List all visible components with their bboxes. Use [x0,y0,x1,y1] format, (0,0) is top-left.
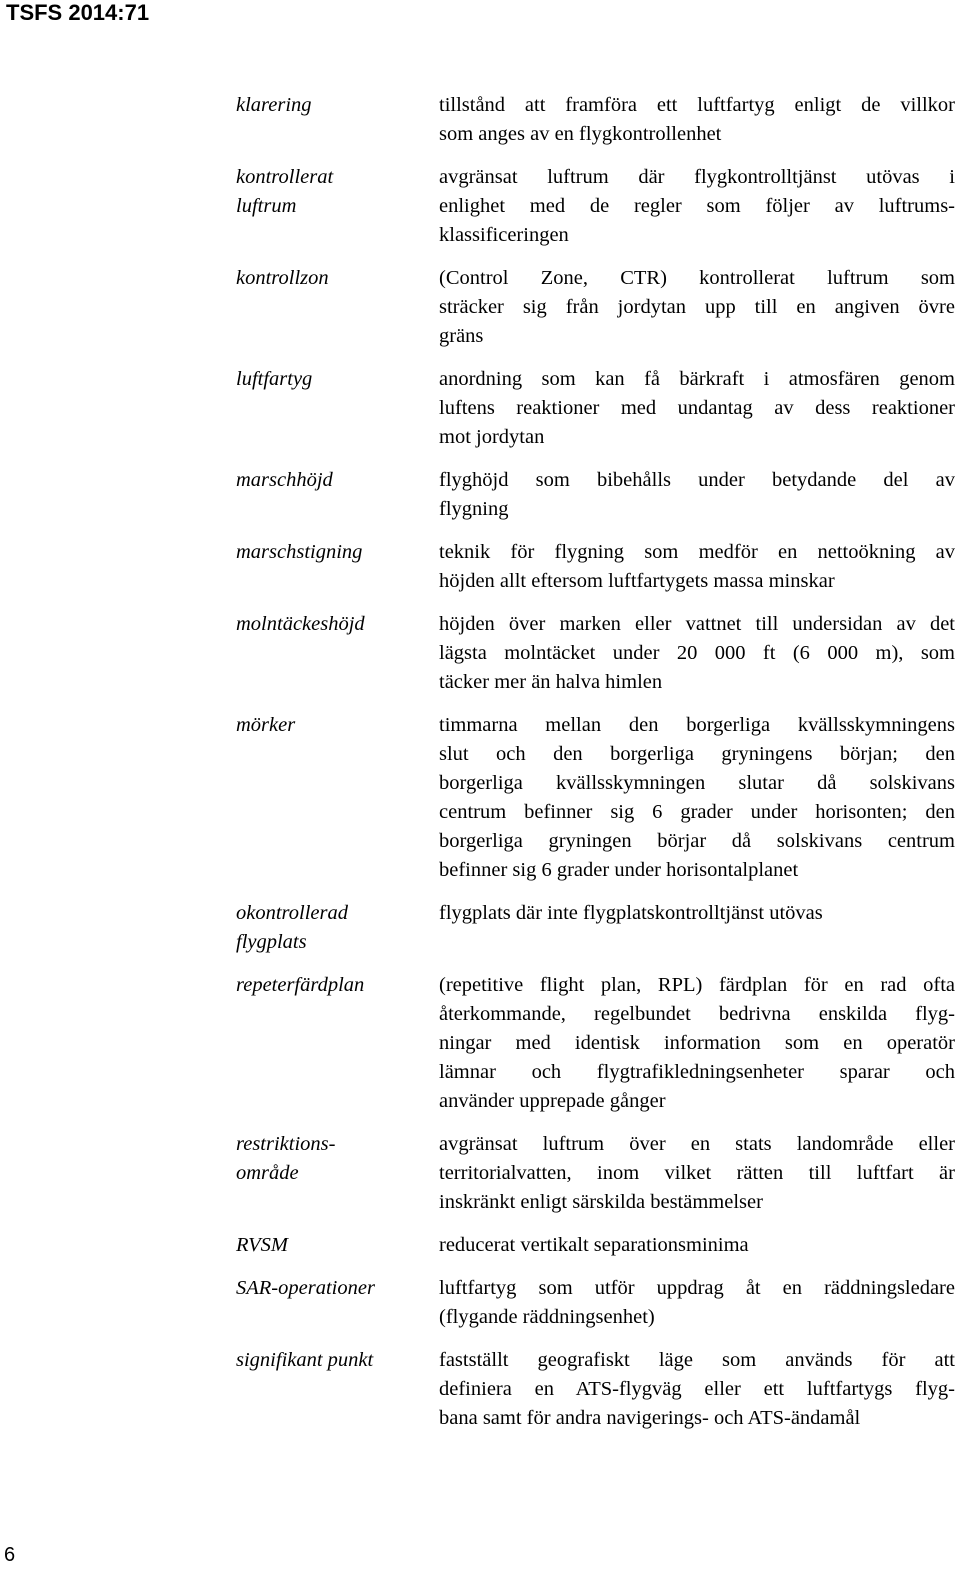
document-header: TSFS 2014:71 [6,0,150,25]
glossary-term [236,264,439,293]
definition-line: (Control Zone, CTR) kontrollerat luftrum som [439,267,955,289]
definition-line: enlighet med de regler som följer av luftrums- [439,195,955,217]
glossary-term [236,163,439,221]
glossary-term [236,1130,439,1188]
term-line: luftfartyg [236,368,313,390]
glossary-definition [439,264,955,351]
glossary-term [236,711,439,740]
definition-line: borgerliga gryningen börjar då solskivans centrum [439,830,955,852]
term-line: marschstigning [236,541,363,563]
glossary-definition [439,899,955,928]
glossary-entry [236,1346,955,1433]
definition-line: gräns [439,325,484,347]
term-line: signifikant punkt [236,1349,374,1371]
definition-line: klassificeringen [439,224,569,246]
definition-line: territorialvatten, inom vilket rätten till luftfart är [439,1162,955,1184]
definition-line: definiera en ATS-flygväg eller ett luftfartygs flyg- [439,1378,955,1400]
glossary-definition [439,1274,955,1332]
definition-line: återkommande, regelbundet bedrivna enskilda flyg- [439,1003,955,1025]
definition-line: höjden allt eftersom luftfartygets massa minskar [439,570,835,592]
definition-line: ningar med identisk information som en operatör [439,1032,955,1054]
definition-line: befinner sig 6 grader under horisontalplanet [439,859,799,881]
definition-line: centrum befinner sig 6 grader under horisonten; den [439,801,955,823]
glossary-entry [236,163,955,250]
glossary-term [236,1274,439,1303]
glossary-definition [439,466,955,524]
term-line: restriktions- [236,1133,336,1155]
term-line: SAR-operationer [236,1277,375,1299]
definition-line: höjden över marken eller vattnet till undersidan av det [439,613,955,635]
definition-line: lämnar och flygtrafikledningsenheter sparar och [439,1061,955,1083]
definition-line: luftens reaktioner med undantag av dess reaktioner [439,397,955,419]
definition-line: flyghöjd som bibehålls under betydande del av [439,469,955,491]
definition-line: luftfartyg som utför uppdrag åt en räddningsledare [439,1277,955,1299]
glossary-entry [236,1274,955,1332]
definition-line: timmarna mellan den borgerliga kvällsskymningens [439,714,955,736]
glossary-entry [236,971,955,1116]
glossary-entry [236,538,955,596]
glossary-entry [236,899,955,957]
glossary-entry [236,711,955,885]
term-line: kontrollzon [236,267,329,289]
definition-line: täcker mer än halva himlen [439,671,663,693]
glossary [236,91,955,1447]
definition-line: avgränsat luftrum över en stats landområde eller [439,1133,955,1155]
glossary-entry [236,610,955,697]
definition-line: reducerat vertikalt separationsminima [439,1234,749,1256]
definition-line: borgerliga kvällsskymningen slutar då solskivans [439,772,955,794]
page-number: 6 [4,1544,16,1566]
glossary-term [236,91,439,120]
definition-line: sträcker sig från jordytan upp till en angiven övre [439,296,955,318]
term-line: klarering [236,94,312,116]
glossary-entry [236,1130,955,1217]
term-line: flygplats [236,931,307,953]
definition-line: tillstånd att framföra ett luftfartyg enligt de villkor [439,94,955,116]
definition-line: teknik för flygning som medför en nettoökning av [439,541,955,563]
term-line: mörker [236,714,296,736]
term-line: repeterfärdplan [236,974,365,996]
glossary-term [236,971,439,1000]
glossary-entry [236,1231,955,1260]
term-line: okontrollerad [236,902,348,924]
definition-line: som anges av en flygkontrollenhet [439,123,722,145]
glossary-entry [236,466,955,524]
term-line: molntäckeshöjd [236,613,365,635]
glossary-definition [439,1346,955,1433]
definition-line: flygning [439,498,509,520]
definition-line: (flygande räddningsenhet) [439,1306,655,1328]
glossary-term [236,610,439,639]
term-line: marschhöjd [236,469,333,491]
definition-line: (repetitive flight plan, RPL) färdplan för en rad ofta [439,974,955,996]
term-line: RVSM [236,1234,289,1256]
glossary-term [236,1231,439,1260]
glossary-term [236,365,439,394]
glossary-definition [439,163,955,250]
glossary-term [236,466,439,495]
definition-line: bana samt för andra navigerings- och ATS-ändamål [439,1407,861,1429]
glossary-definition [439,365,955,452]
definition-line: mot jordytan [439,426,545,448]
glossary-term [236,1346,439,1375]
term-line: kontrollerat [236,166,334,188]
glossary-definition [439,711,955,885]
glossary-definition [439,971,955,1116]
definition-line: fastställt geografiskt läge som används för att [439,1349,955,1371]
term-line: område [236,1162,299,1184]
glossary-term [236,538,439,567]
definition-line: inskränkt enligt särskilda bestämmelser [439,1191,763,1213]
glossary-definition [439,1231,955,1260]
glossary-definition [439,91,955,149]
glossary-definition [439,538,955,596]
definition-line: flygplats där inte flygplatskontrolltjänst utövas [439,902,823,924]
definition-line: avgränsat luftrum där flygkontrolltjänst utövas i [439,166,955,188]
glossary-entry [236,91,955,149]
glossary-definition [439,610,955,697]
definition-line: anordning som kan få bärkraft i atmosfären genom [439,368,955,390]
definition-line: slut och den borgerliga gryningens början; den [439,743,955,765]
term-line: luftrum [236,195,297,217]
glossary-entry [236,264,955,351]
definition-line: använder upprepade gånger [439,1090,666,1112]
glossary-entry [236,365,955,452]
glossary-term [236,899,439,957]
glossary-definition [439,1130,955,1217]
definition-line: lägsta molntäcket under 20 000 ft (6 000 m), som [439,642,955,664]
